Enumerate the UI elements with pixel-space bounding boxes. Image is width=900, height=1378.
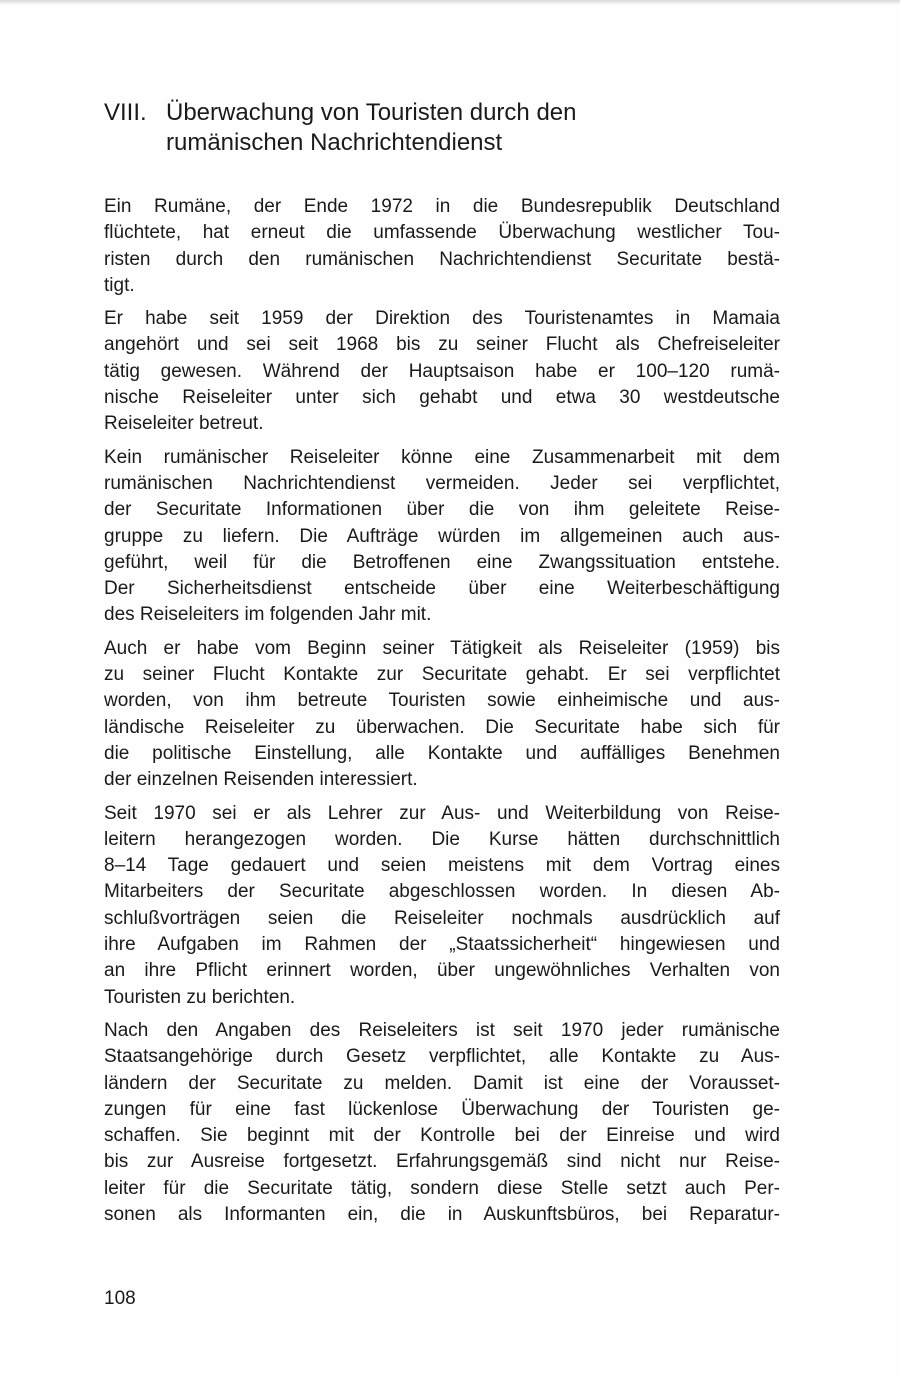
text-line: schaffen. Sie beginnt mit der Kontrolle bei der Einreise und wird bbox=[104, 1125, 780, 1147]
text-line: sonen als Informanten ein, die in Auskunftsbüros, bei Reparatur- bbox=[104, 1203, 780, 1225]
text-line: Er habe seit 1959 der Direktion des Touristenamtes in Mamaia bbox=[104, 308, 780, 330]
text-line: der einzelnen Reisenden interessiert. bbox=[104, 769, 418, 791]
text-line: Auch er habe vom Beginn seiner Tätigkeit als Reiseleiter (1959) bis bbox=[104, 637, 780, 659]
text-line: leiter für die Securitate tätig, sondern diese Stelle setzt auch Per- bbox=[104, 1177, 780, 1199]
paragraph bbox=[104, 801, 780, 1011]
text-line: ländische Reiseleiter zu überwachen. Die Securitate habe sich für bbox=[104, 716, 780, 738]
paragraph bbox=[104, 194, 780, 299]
chapter-title-line-2: rumänischen Nachrichtendienst bbox=[166, 129, 503, 156]
text-line: Staatsangehörige durch Gesetz verpflichtet, alle Kontakte zu Aus- bbox=[104, 1046, 780, 1068]
paragraph bbox=[104, 636, 780, 794]
text-line: ländern der Securitate zu melden. Damit ist eine der Vorausset- bbox=[104, 1072, 780, 1094]
text-line: angehört und sei seit 1968 bis zu seiner Flucht als Chefreiseleiter bbox=[104, 334, 780, 356]
text-line: Seit 1970 sei er als Lehrer zur Aus- und Weiterbildung von Reise- bbox=[104, 802, 780, 824]
text-line: tätig gewesen. Während der Hauptsaison habe er 100–120 rumä- bbox=[104, 360, 780, 382]
chapter-title-line-1: Überwachung von Touristen durch den bbox=[166, 99, 577, 126]
text-line: zungen für eine fast lückenlose Überwachung der Touristen ge- bbox=[104, 1098, 780, 1120]
body-text bbox=[104, 194, 780, 1235]
paragraph bbox=[104, 1018, 780, 1228]
text-line: leitern herangezogen worden. Die Kurse hätten durchschnittlich bbox=[104, 828, 780, 850]
text-line: nische Reiseleiter unter sich gehabt und etwa 30 westdeutsche bbox=[104, 387, 780, 409]
chapter-heading bbox=[104, 98, 804, 158]
text-line: die politische Einstellung, alle Kontakte und auffälliges Benehmen bbox=[104, 742, 780, 764]
text-line: worden, von ihm betreute Touristen sowie einheimische und aus- bbox=[104, 690, 780, 712]
text-line: Der Sicherheitsdienst entscheide über eine Weiterbeschäftigung bbox=[104, 578, 780, 600]
text-line: Reiseleiter betreut. bbox=[104, 413, 264, 435]
paragraph bbox=[104, 306, 780, 437]
text-line: geführt, weil für die Betroffenen eine Zwangssituation entstehe. bbox=[104, 551, 780, 573]
text-line: Nach den Angaben des Reiseleiters ist seit 1970 jeder rumänische bbox=[104, 1019, 780, 1041]
text-line: Kein rumänischer Reiseleiter könne eine Zusammenarbeit mit dem bbox=[104, 446, 780, 468]
page-top-edge bbox=[0, 0, 900, 5]
text-line: an ihre Pflicht erinnert worden, über ungewöhnliches Verhalten von bbox=[104, 960, 780, 982]
text-line: Mitarbeiters der Securitate abgeschlossen worden. In diesen Ab- bbox=[104, 881, 780, 903]
text-line: 8–14 Tage gedauert und seien meistens mit dem Vortrag eines bbox=[104, 855, 780, 877]
text-line: ihre Aufgaben im Rahmen der „Staatssicherheit“ hingewiesen und bbox=[104, 934, 780, 956]
text-line: Ein Rumäne, der Ende 1972 in die Bundesrepublik Deutschland bbox=[104, 196, 780, 217]
text-line: risten durch den rumänischen Nachrichtendienst Securitate bestä- bbox=[104, 248, 780, 270]
text-line: flüchtete, hat erneut die umfassende Überwachung westlicher Tou- bbox=[104, 222, 780, 244]
page-number: 108 bbox=[104, 1288, 136, 1309]
text-line: des Reiseleiters im folgenden Jahr mit. bbox=[104, 604, 432, 626]
text-line: der Securitate Informationen über die von ihm geleitete Reise- bbox=[104, 499, 780, 521]
text-line: gruppe zu liefern. Die Aufträge würden im allgemeinen auch aus- bbox=[104, 525, 780, 547]
chapter-number: VIII. bbox=[104, 99, 147, 126]
text-line: schlußvorträgen seien die Reiseleiter nochmals ausdrücklich auf bbox=[104, 907, 780, 929]
text-line: zu seiner Flucht Kontakte zur Securitate gehabt. Er sei verpflichtet bbox=[104, 664, 780, 686]
text-line: rumänischen Nachrichtendienst vermeiden. Jeder sei verpflichtet, bbox=[104, 472, 780, 494]
text-line: bis zur Ausreise fortgesetzt. Erfahrungsgemäß sind nicht nur Reise- bbox=[104, 1151, 780, 1173]
text-line: tigt. bbox=[104, 274, 135, 296]
paragraph bbox=[104, 445, 780, 629]
text-line: Touristen zu berichten. bbox=[104, 986, 296, 1008]
